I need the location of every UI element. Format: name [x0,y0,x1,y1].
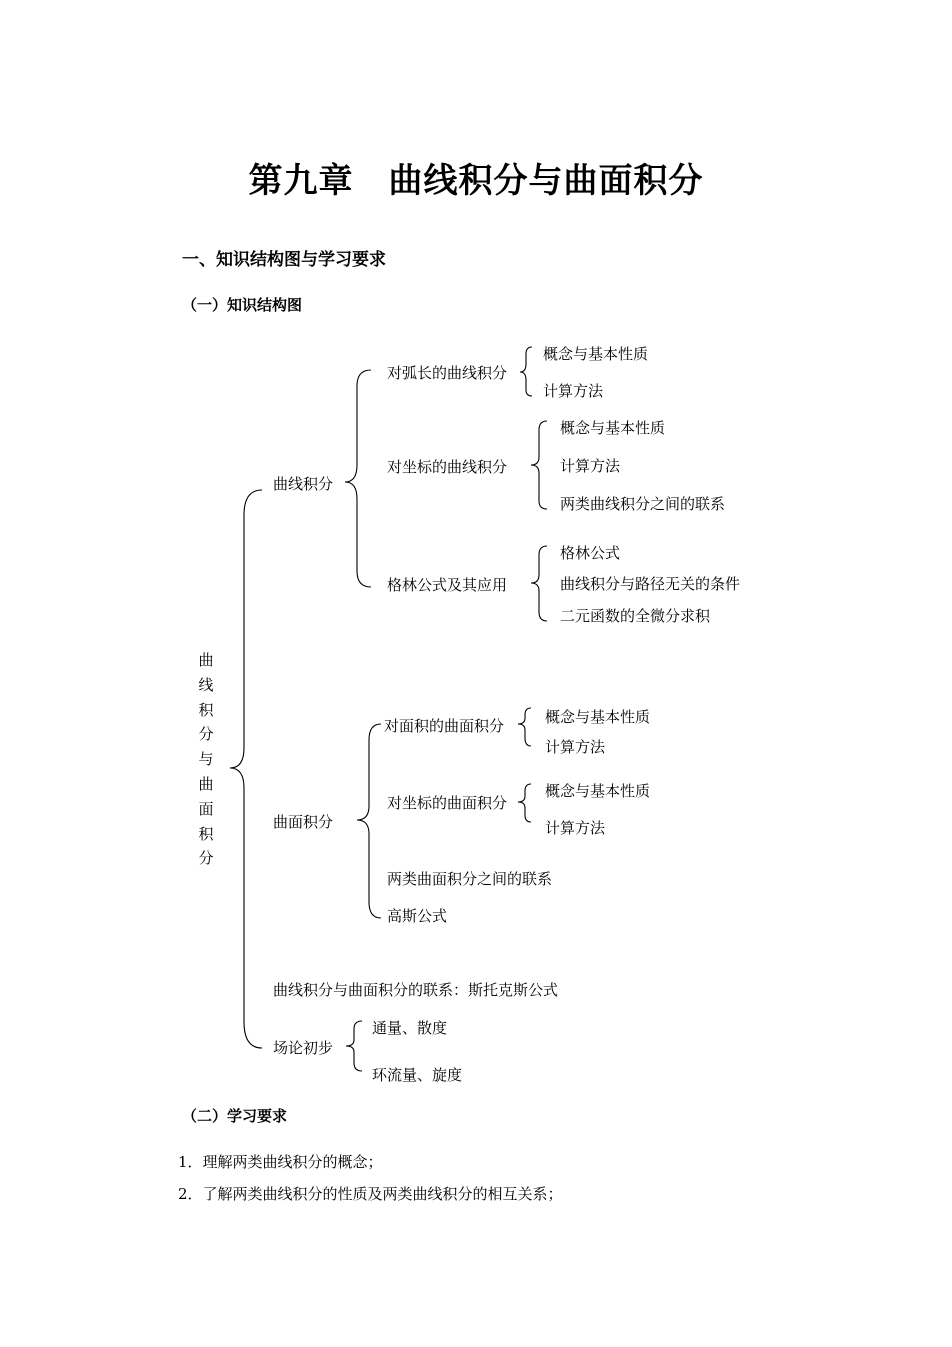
node-coordinate-curve-integral: 对坐标的曲线积分 [387,458,508,476]
leaf-node: 二元函数的全微分求积 [560,607,711,625]
node-gauss-formula: 高斯公式 [387,907,448,925]
requirement-item: 2．了解两类曲线积分的性质及两类曲线积分的相互关系； [178,1185,563,1203]
node-curve-integral: 曲线积分 [273,475,334,493]
node-surface-relation: 两类曲面积分之间的联系 [387,870,553,888]
subsection-heading: （一）知识结构图 [182,296,303,314]
subsection-heading: （二）学习要求 [182,1107,288,1125]
node-coordinate-surface-integral: 对坐标的曲面积分 [387,794,508,812]
node-stokes-formula: 曲线积分与曲面积分的联系：斯托克斯公式 [273,981,559,999]
leaf-node: 格林公式 [560,544,621,562]
node-field-theory: 场论初步 [273,1039,334,1057]
leaf-node: 概念与基本性质 [560,419,666,437]
root-char: 曲 [198,651,214,669]
leaf-node: 概念与基本性质 [543,345,649,363]
root-char: 积 [198,700,214,719]
root-char: 积 [198,824,214,843]
leaf-node: 环流量、旋度 [372,1066,463,1084]
node-surface-integral: 曲面积分 [273,813,334,831]
leaf-node: 两类曲线积分之间的联系 [560,495,726,513]
root-char: 曲 [198,774,214,793]
root-char: 与 [198,750,214,769]
leaf-node: 计算方法 [545,738,606,756]
leaf-node: 概念与基本性质 [545,708,651,726]
requirement-item: 1．理解两类曲线积分的概念； [178,1153,383,1171]
diagram-root-vertical-label [196,648,216,871]
leaf-node: 计算方法 [545,819,606,837]
leaf-node: 通量、散度 [372,1019,448,1037]
leaf-node: 概念与基本性质 [545,782,651,800]
leaf-node: 计算方法 [543,382,604,400]
leaf-node: 曲线积分与路径无关的条件 [560,575,741,593]
node-arc-length-integral: 对弧长的曲线积分 [387,364,508,382]
page-title: 第九章 曲线积分与曲面积分 [248,161,704,201]
root-char: 面 [198,799,214,818]
leaf-node: 计算方法 [560,457,621,475]
node-area-surface-integral: 对面积的曲面积分 [384,717,505,735]
root-char: 分 [198,725,214,744]
section-heading: 一、知识结构图与学习要求 [182,250,386,270]
root-char: 线 [198,675,214,694]
root-char: 分 [198,849,214,868]
node-green-formula: 格林公式及其应用 [387,576,508,594]
